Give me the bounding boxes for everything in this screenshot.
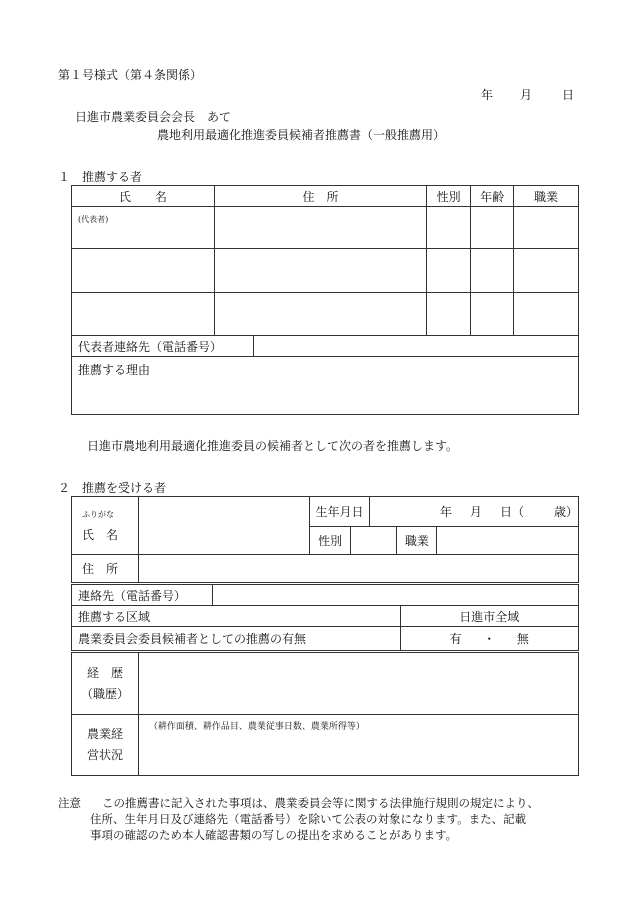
job-cell-1[interactable] [514,207,579,249]
recommender-contact-table [71,335,579,415]
age-cell-2[interactable] [471,249,514,293]
area-label: 推薦する区域 [72,606,401,627]
choice-yes[interactable]: 有 [449,632,462,646]
nominee-job-label: 職業 [397,527,437,555]
nominee-name-label: 氏 名 [82,527,119,542]
nominee-address-label: 住 所 [72,555,139,583]
recommender-row-3 [72,293,579,336]
other-nomination-choice[interactable] [400,627,579,651]
col-name-header: 氏 名 [72,186,215,207]
area-value: 日進市全域 [400,606,579,627]
representative-note: (代表者) [78,215,109,224]
nominee-gender-label: 性別 [310,527,351,555]
farm-status-label-1: 農業経 [86,727,123,741]
other-nomination-label: 農業委員会委員候補者としての推薦の有無 [72,627,401,651]
date-year-label: 年 [481,88,494,102]
notice-line-3: 事項の確認のため本人確認書類の写しの提出を求めることがあります。 [90,828,458,842]
birth-year-label: 年 [439,505,452,519]
nominee-job-field[interactable] [437,527,579,555]
notice-label: 注意 [58,796,81,810]
farm-status-label-cell [72,715,139,776]
nominee-details-table [71,584,579,651]
nominee-address-field[interactable] [138,555,579,583]
gender-cell-2[interactable] [427,249,471,293]
career-field[interactable] [138,653,578,715]
col-age-header: 年齢 [471,186,514,207]
age-cell-1[interactable] [471,207,514,249]
col-gender-header: 性別 [427,186,471,207]
address-cell-1[interactable] [214,207,426,249]
name-cell-2[interactable] [72,249,215,293]
representative-name-cell[interactable] [72,207,215,249]
choice-separator: ・ [483,632,496,646]
nominee-table [71,496,579,583]
col-address-header: 住 所 [214,186,426,207]
section2-heading: ２ 推薦を受ける者 [58,481,167,495]
recommender-table [71,185,579,336]
choice-no[interactable]: 無 [516,632,529,646]
birth-day-label: 日（ [499,505,524,519]
nominee-gender-field[interactable] [351,527,397,555]
farm-status-label-2: 営状況 [86,748,123,762]
section1-heading: １ 推薦する者 [58,170,143,184]
recommender-header-row [72,186,579,207]
job-cell-2[interactable] [514,249,579,293]
notice-line-2: 住所、生年月日及び連絡先（電話番号）を除いて公表の対象になります。また、記載 [90,812,527,826]
gender-cell-1[interactable] [427,207,471,249]
birth-month-label: 月 [469,505,482,519]
nominee-name-field[interactable] [138,497,310,555]
nominee-contact-label: 連絡先（電話番号） [72,585,213,606]
age-cell-3[interactable] [471,293,514,336]
nominee-contact-field[interactable] [212,585,578,606]
name-cell-3[interactable] [72,293,215,336]
career-table [71,652,579,776]
representative-contact-label: 代表者連絡先（電話番号） [72,336,254,357]
furigana-label: ふりがな [82,509,114,519]
addressee: 日進市農業委員会会長 あて [75,110,232,124]
reason-field[interactable] [72,357,579,415]
career-sublabel: （職歴） [80,686,129,701]
date-month-label: 月 [520,88,533,102]
job-cell-3[interactable] [514,293,579,336]
nominee-name-label-cell [72,497,139,555]
date-day-label: 日 [562,88,575,102]
birth-date-label: 生年月日 [310,497,370,527]
col-job-header: 職業 [514,186,579,207]
recommender-row-1 [72,207,579,249]
representative-contact-field[interactable] [253,336,578,357]
notice-line-1: この推薦書に記入された事項は、農業委員会等に関する法律施行規則の規定により、 [102,796,539,810]
reason-label: 推薦する理由 [78,363,151,377]
birth-age-label: 歳） [553,505,578,519]
career-label: 経 歴 [86,665,123,680]
recommender-row-2 [72,249,579,293]
recommendation-statement: 日進市農地利用最適化推進委員の候補者として次の者を推薦します。 [87,439,459,453]
career-label-cell [72,653,139,715]
farm-status-field[interactable] [138,715,578,776]
gender-cell-3[interactable] [427,293,471,336]
farm-status-note: （耕作面積、耕作品目、農業従事日数、農業所得等） [148,722,365,732]
form-number: 第１号様式（第４条関係） [58,68,203,82]
address-cell-3[interactable] [214,293,426,336]
address-cell-2[interactable] [214,249,426,293]
page-title: 農地利用最適化推進委員候補者推薦書（一般推薦用） [157,128,446,142]
birth-date-field[interactable] [369,497,578,527]
